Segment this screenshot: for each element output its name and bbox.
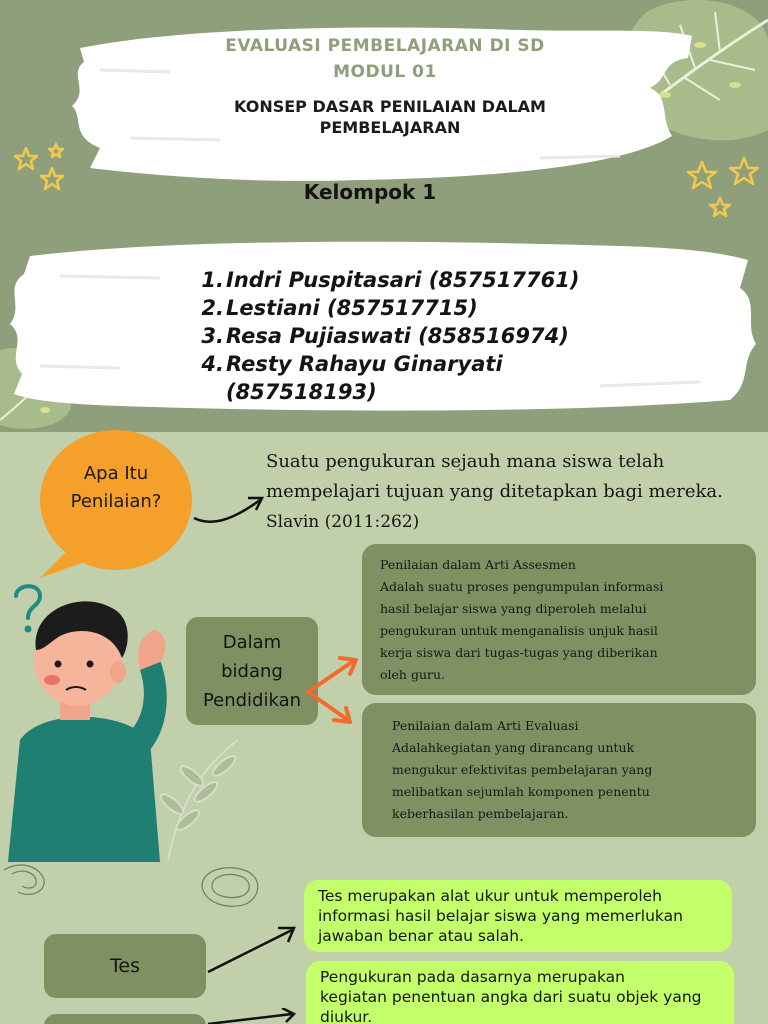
- pengukuran-line: kegiatan penentuan angka dari suatu objek yang: [320, 988, 702, 1006]
- evaluation-heading: Penilaian dalam Arti Evaluasi: [392, 718, 579, 733]
- member-number: 1.: [201, 268, 224, 292]
- assessment-line: hasil belajar siswa yang diperoleh melalui: [380, 601, 647, 616]
- assessment-line: pengukuran untuk menganalisis unjuk hasil: [380, 623, 658, 638]
- evaluation-line: keberhasilan pembelajaran.: [392, 806, 569, 821]
- evaluation-line: mengukur efektivitas pembelajaran yang: [392, 762, 653, 777]
- field-line-1: Dalam: [222, 631, 282, 653]
- member-list: [200, 266, 660, 406]
- subtitle-line-1: KONSEP DASAR PENILAIAN DALAM: [234, 97, 546, 116]
- pengukuran-line: diukur.: [320, 1008, 373, 1024]
- pengukuran-line: Pengukuran pada dasarnya merupakan: [320, 968, 625, 986]
- orange-split-arrow-icon: [304, 652, 364, 728]
- tes-label-box: [44, 934, 206, 998]
- cover-section: [0, 0, 768, 432]
- arrow-right-icon: [204, 1008, 300, 1024]
- pengukuran-label-box: [44, 1014, 206, 1024]
- definition-citation: Slavin (2011:262): [266, 512, 420, 532]
- arrow-right-icon: [204, 918, 300, 978]
- foliage-icon: [128, 720, 258, 860]
- bubble-line-2: Penilaian?: [70, 491, 162, 512]
- assessment-line: oleh guru.: [380, 667, 445, 682]
- member-number: 3.: [201, 324, 224, 348]
- field-line-3: Pendidikan: [202, 689, 302, 711]
- member-name: Lestiani (857517715): [226, 296, 478, 320]
- definition-line-1: Suatu pengukuran sejauh mana siswa telah: [266, 451, 665, 472]
- member-name: Resa Pujiaswati (858516974): [226, 324, 569, 348]
- pengukuran-definition-card: [306, 961, 734, 1024]
- bubble-line-1: Apa Itu: [83, 463, 149, 484]
- member-name: Indri Puspitasari (857517761): [226, 268, 580, 292]
- definition-text: [266, 447, 761, 537]
- title-line-2: MODUL 01: [333, 62, 437, 82]
- field-line-2: bidang: [221, 660, 283, 682]
- evaluation-line: melibatkan sejumlah komponen penentu: [392, 784, 650, 799]
- education-field-box: [186, 617, 318, 725]
- title-line-1: EVALUASI PEMBELAJARAN DI SD: [225, 36, 545, 56]
- member-item: [200, 350, 660, 406]
- tes-line: informasi hasil belajar siswa yang memerlukan: [318, 907, 683, 925]
- member-item: [200, 294, 660, 322]
- tes-line: jawaban benar atau salah.: [318, 927, 525, 945]
- bubble-text: [40, 460, 192, 516]
- tes-definition-card: [304, 880, 732, 952]
- assessment-line: kerja siswa dari tugas-tugas yang diberikan: [380, 645, 658, 660]
- contour-doodle-icon: [196, 862, 266, 910]
- curved-arrow-icon: [190, 490, 270, 530]
- assessment-card: [362, 544, 756, 695]
- member-number: 4.: [201, 352, 224, 376]
- definition-line-2: mempelajari tujuan yang ditetapkan bagi mereka.: [266, 481, 723, 502]
- subtitle-line-2: PEMBELAJARAN: [319, 118, 461, 137]
- member-item: [200, 266, 660, 294]
- contour-doodle-icon: [0, 860, 60, 900]
- evaluation-card: [362, 703, 756, 837]
- tes-label: Tes: [110, 955, 140, 977]
- assessment-heading: Penilaian dalam Arti Assesmen: [380, 557, 576, 572]
- member-item: [200, 322, 660, 350]
- group-label: Kelompok 1: [303, 180, 437, 204]
- member-name: Resty Rahayu Ginaryati (857518193): [225, 352, 503, 404]
- member-number: 2.: [201, 296, 224, 320]
- tes-line: Tes merupakan alat ukur untuk memperoleh: [318, 887, 662, 905]
- assessment-line: Adalah suatu proses pengumpulan informasi: [380, 579, 664, 594]
- evaluation-line: Adalahkegiatan yang dirancang untuk: [392, 740, 635, 755]
